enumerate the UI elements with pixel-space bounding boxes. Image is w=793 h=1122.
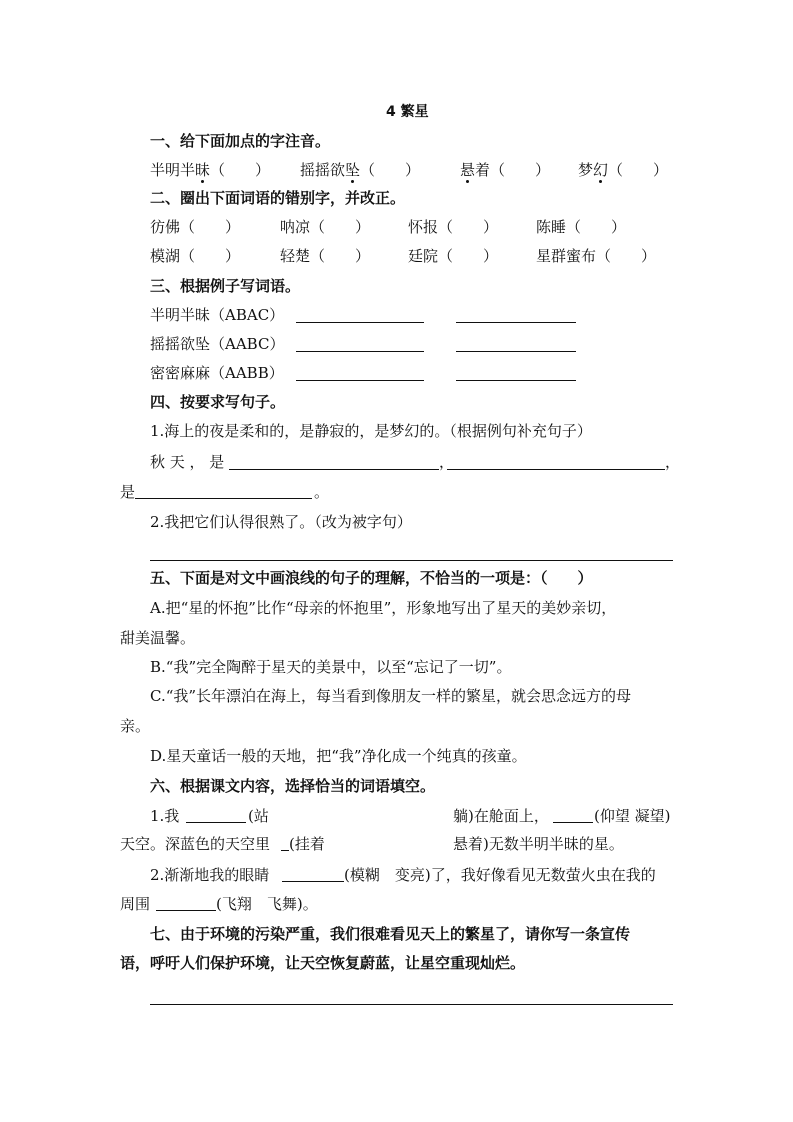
- answer-line[interactable]: [135, 498, 312, 499]
- word-pattern-example: 密密麻麻（AABB）: [150, 364, 284, 382]
- answer-line[interactable]: [229, 469, 439, 470]
- answer-line[interactable]: [296, 380, 424, 381]
- comma: ，: [665, 453, 681, 471]
- section-3-heading: 三、根据例子写词语。: [150, 277, 301, 295]
- option-d: D.星天童话一般的天地，把“我”净化成一个纯真的孩童。: [150, 747, 527, 765]
- fill-text: 2.渐渐地我的眼睛: [150, 866, 270, 884]
- fill-prompt: 是: [120, 483, 136, 501]
- section-6-heading: 六、根据课文内容，选择恰当的词语填空。: [150, 777, 436, 795]
- typo-item: 轻楚（ ）: [280, 247, 371, 265]
- pinyin-item-2: 摇摇欲坠（ ）: [300, 161, 421, 179]
- fill-text: (飞翔 飞舞)。: [216, 895, 318, 913]
- answer-line[interactable]: [150, 560, 673, 561]
- sentence-question-1: 1.海上的夜是柔和的，是静寂的，是梦幻的。（根据例句补充句子）: [150, 422, 592, 440]
- typo-item: 廷院（ ）: [408, 247, 499, 265]
- fill-text: (站: [248, 807, 269, 825]
- word-pattern-example: 摇摇欲坠（AABC）: [150, 335, 285, 353]
- section-1-heading: 一、给下面加点的字注音。: [150, 132, 331, 150]
- section-2-heading: 二、圈出下面词语的错别字，并改正。: [150, 189, 406, 207]
- section-7-heading-cont: 语，呼吁人们保护环境，让天空恢复蔚蓝，让星空重现灿烂。: [120, 954, 526, 972]
- typo-item: 模湖（ ）: [150, 247, 241, 265]
- answer-line[interactable]: [296, 322, 424, 323]
- answer-line[interactable]: [296, 351, 424, 352]
- period: 。: [314, 483, 330, 501]
- answer-line[interactable]: [186, 822, 246, 823]
- typo-item: 怀报（ ）: [408, 218, 499, 236]
- typo-item: 陈睡（ ）: [536, 218, 627, 236]
- pinyin-item-1: 半明半昧（ ）: [150, 161, 271, 179]
- answer-line[interactable]: [456, 351, 576, 352]
- answer-line[interactable]: [150, 1004, 673, 1005]
- fill-text: 躺)在舱面上，: [453, 807, 549, 825]
- fill-text: (仰望 凝望): [594, 807, 671, 825]
- option-c-cont: 亲。: [120, 717, 151, 735]
- sentence-question-2: 2.我把它们认得很熟了。（改为被字句）: [150, 513, 412, 531]
- option-b: B.“我”完全陶醉于星天的美景中，以至“忘记了一切”。: [150, 658, 512, 676]
- answer-line[interactable]: [282, 881, 344, 882]
- typo-item: 呐凉（ ）: [280, 218, 371, 236]
- word-pattern-example: 半明半昧（ABAC）: [150, 306, 285, 324]
- option-a: A.把“星的怀抱”比作“母亲的怀抱里”，形象地写出了星天的美妙亲切，: [150, 599, 617, 617]
- fill-text: 天空。深蓝色的天空里: [120, 835, 271, 853]
- pinyin-item-4: 梦幻（ ）: [578, 161, 669, 179]
- pinyin-item-3: 悬着（ ）: [460, 161, 551, 179]
- section-7-heading: 七、由于环境的污染严重，我们很难看见天上的繁星了，请你写一条宣传: [150, 925, 631, 943]
- typo-item: 星群蜜布（ ）: [536, 247, 657, 265]
- section-5-heading: 五、下面是对文中画浪线的句子的理解，不恰当的一项是：（ ）: [150, 569, 593, 587]
- fill-text: 悬着)无数半明半昧的星。: [453, 835, 624, 853]
- answer-line[interactable]: [156, 910, 216, 911]
- fill-text: (挂着: [289, 835, 325, 853]
- comma: ，: [439, 453, 455, 471]
- page-title: 4 繁星: [386, 104, 429, 120]
- answer-line[interactable]: [456, 380, 576, 381]
- answer-line[interactable]: [456, 322, 576, 323]
- section-4-heading: 四、按要求写句子。: [150, 393, 286, 411]
- answer-line[interactable]: [447, 469, 665, 470]
- typo-item: 彷佛（ ）: [150, 218, 241, 236]
- option-a-cont: 甜美温馨。: [120, 629, 196, 647]
- fill-text: 1.我: [150, 807, 180, 825]
- answer-line[interactable]: [553, 822, 593, 823]
- answer-line[interactable]: [281, 850, 289, 851]
- fill-text: 周围: [120, 895, 151, 913]
- fill-text: (模糊 变亮)了，我好像看见无数萤火虫在我的: [344, 866, 656, 884]
- fill-prompt: 秋 天 ， 是: [150, 453, 225, 471]
- option-c: C.“我”长年漂泊在海上，每当看到像朋友一样的繁星，就会思念远方的母: [150, 687, 632, 705]
